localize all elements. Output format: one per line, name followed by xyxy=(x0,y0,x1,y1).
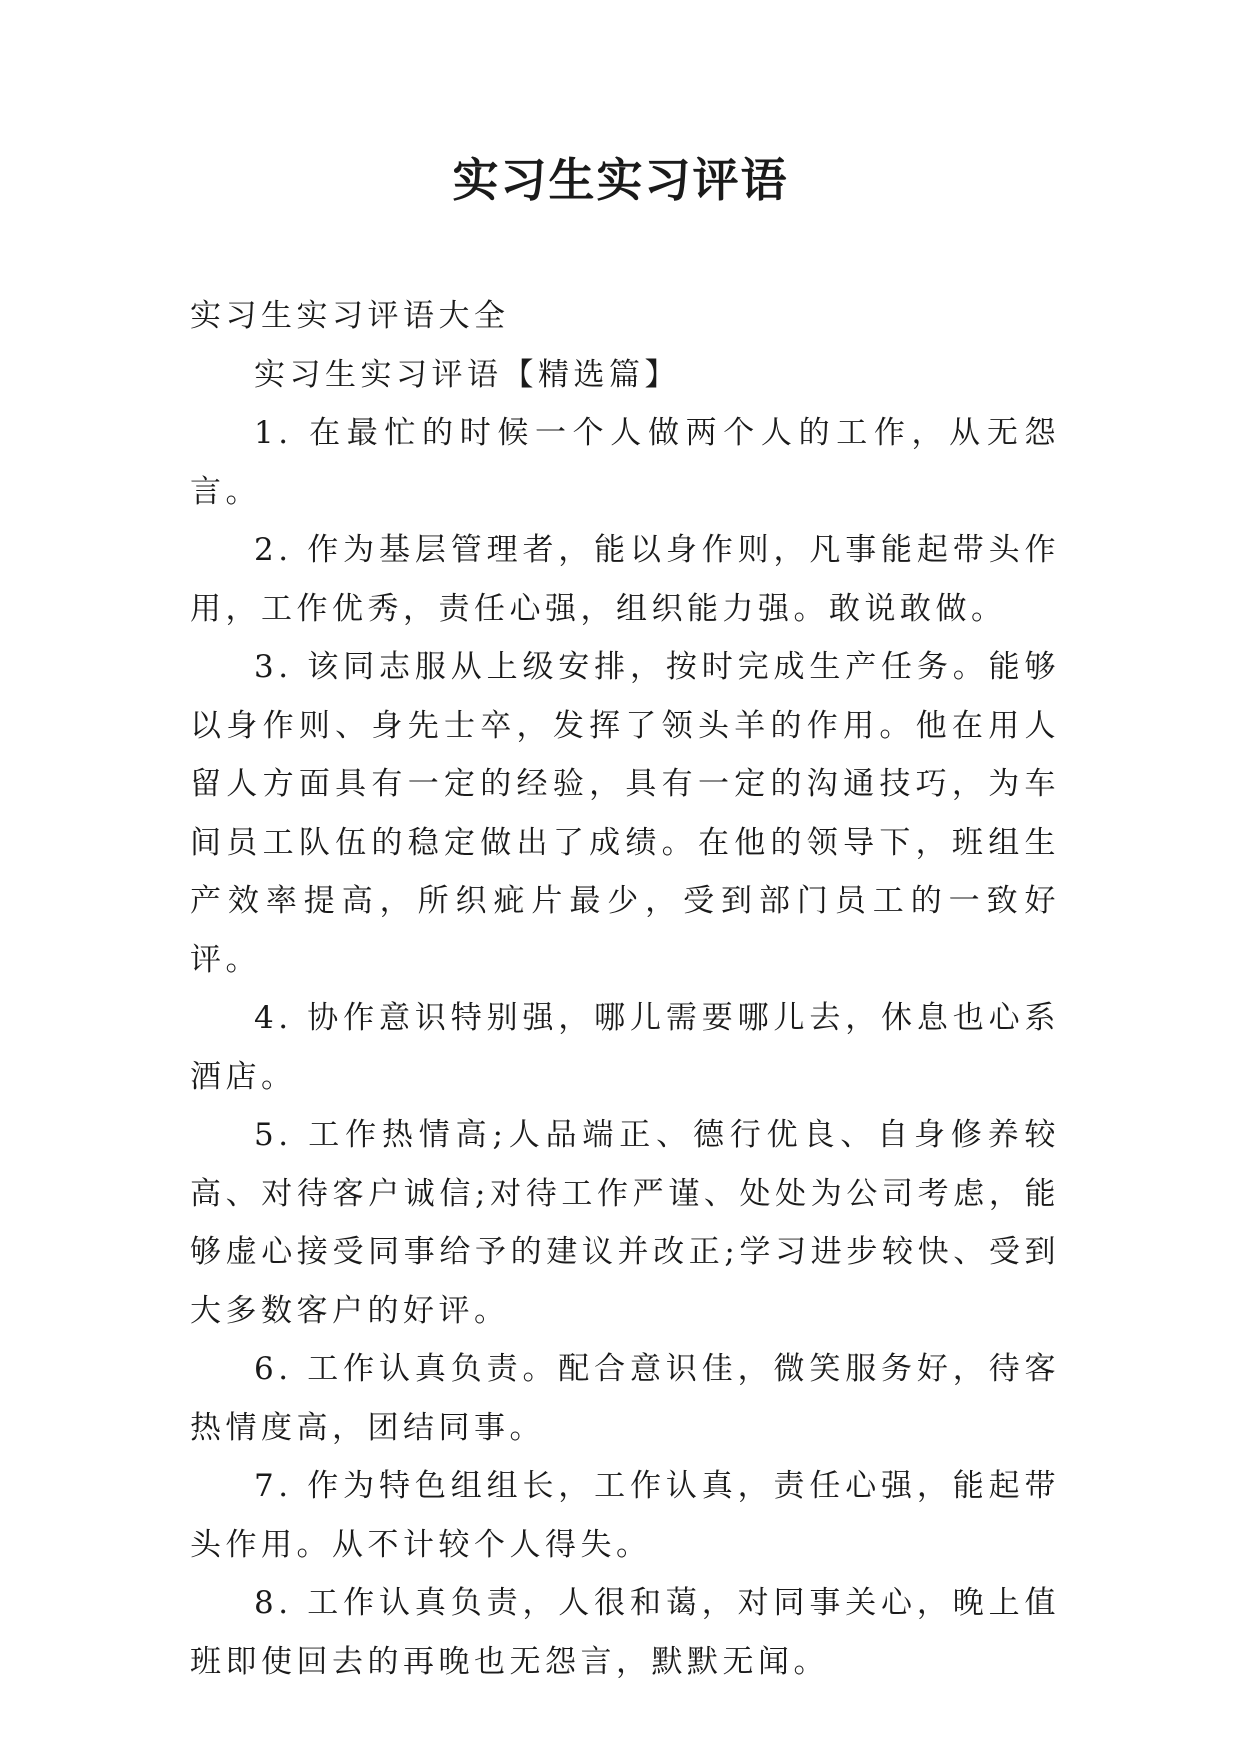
comment-item-6: 6. 工作认真负责。配合意识佳，微笑服务好，待客热情度高，团结同事。 xyxy=(190,1351,1060,1446)
comment-item-8: 8. 工作认真负责，人很和蔼，对同事关心，晚上值班即使回去的再晚也无怨言，默默无闻。 xyxy=(190,1585,1060,1680)
document-title: 实习生实习评语 xyxy=(452,153,789,207)
comment-item-1: 1. 在最忙的时候一个人做两个人的工作，从无怨言。 xyxy=(190,415,1060,510)
comment-item-2: 2. 作为基层管理者，能以身作则，凡事能起带头作用，工作优秀，责任心强，组织能力强。敢说敢做。 xyxy=(190,532,1060,627)
document-body xyxy=(190,287,1060,1691)
comment-item-4: 4. 协作意识特别强，哪儿需要哪儿去，休息也心系酒店。 xyxy=(190,1000,1060,1095)
document-subheading: 实习生实习评语【精选篇】 xyxy=(254,356,680,393)
comment-item-3: 3. 该同志服从上级安排，按时完成生产任务。能够以身作则、身先士卒，发挥了领头羊的作用。他在用人留人方面具有一定的经验，具有一定的沟通技巧，为车间员工队伍的稳定做出了成绩。在他的领导下，班组生产效率提高，所织疵片最少，受到部门员工的一致好评。 xyxy=(190,649,1060,978)
document-heading: 实习生实习评语大全 xyxy=(190,298,510,334)
comment-item-5: 5. 工作热情高;人品端正、德行优良、自身修养较高、对待客户诚信;对待工作严谨、处处为公司考虑，能够虚心接受同事给予的建议并改正;学习进步较快、受到大多数客户的好评。 xyxy=(190,1117,1060,1329)
comment-item-7: 7. 作为特色组组长，工作认真，责任心强，能起带头作用。从不计较个人得失。 xyxy=(190,1468,1060,1563)
